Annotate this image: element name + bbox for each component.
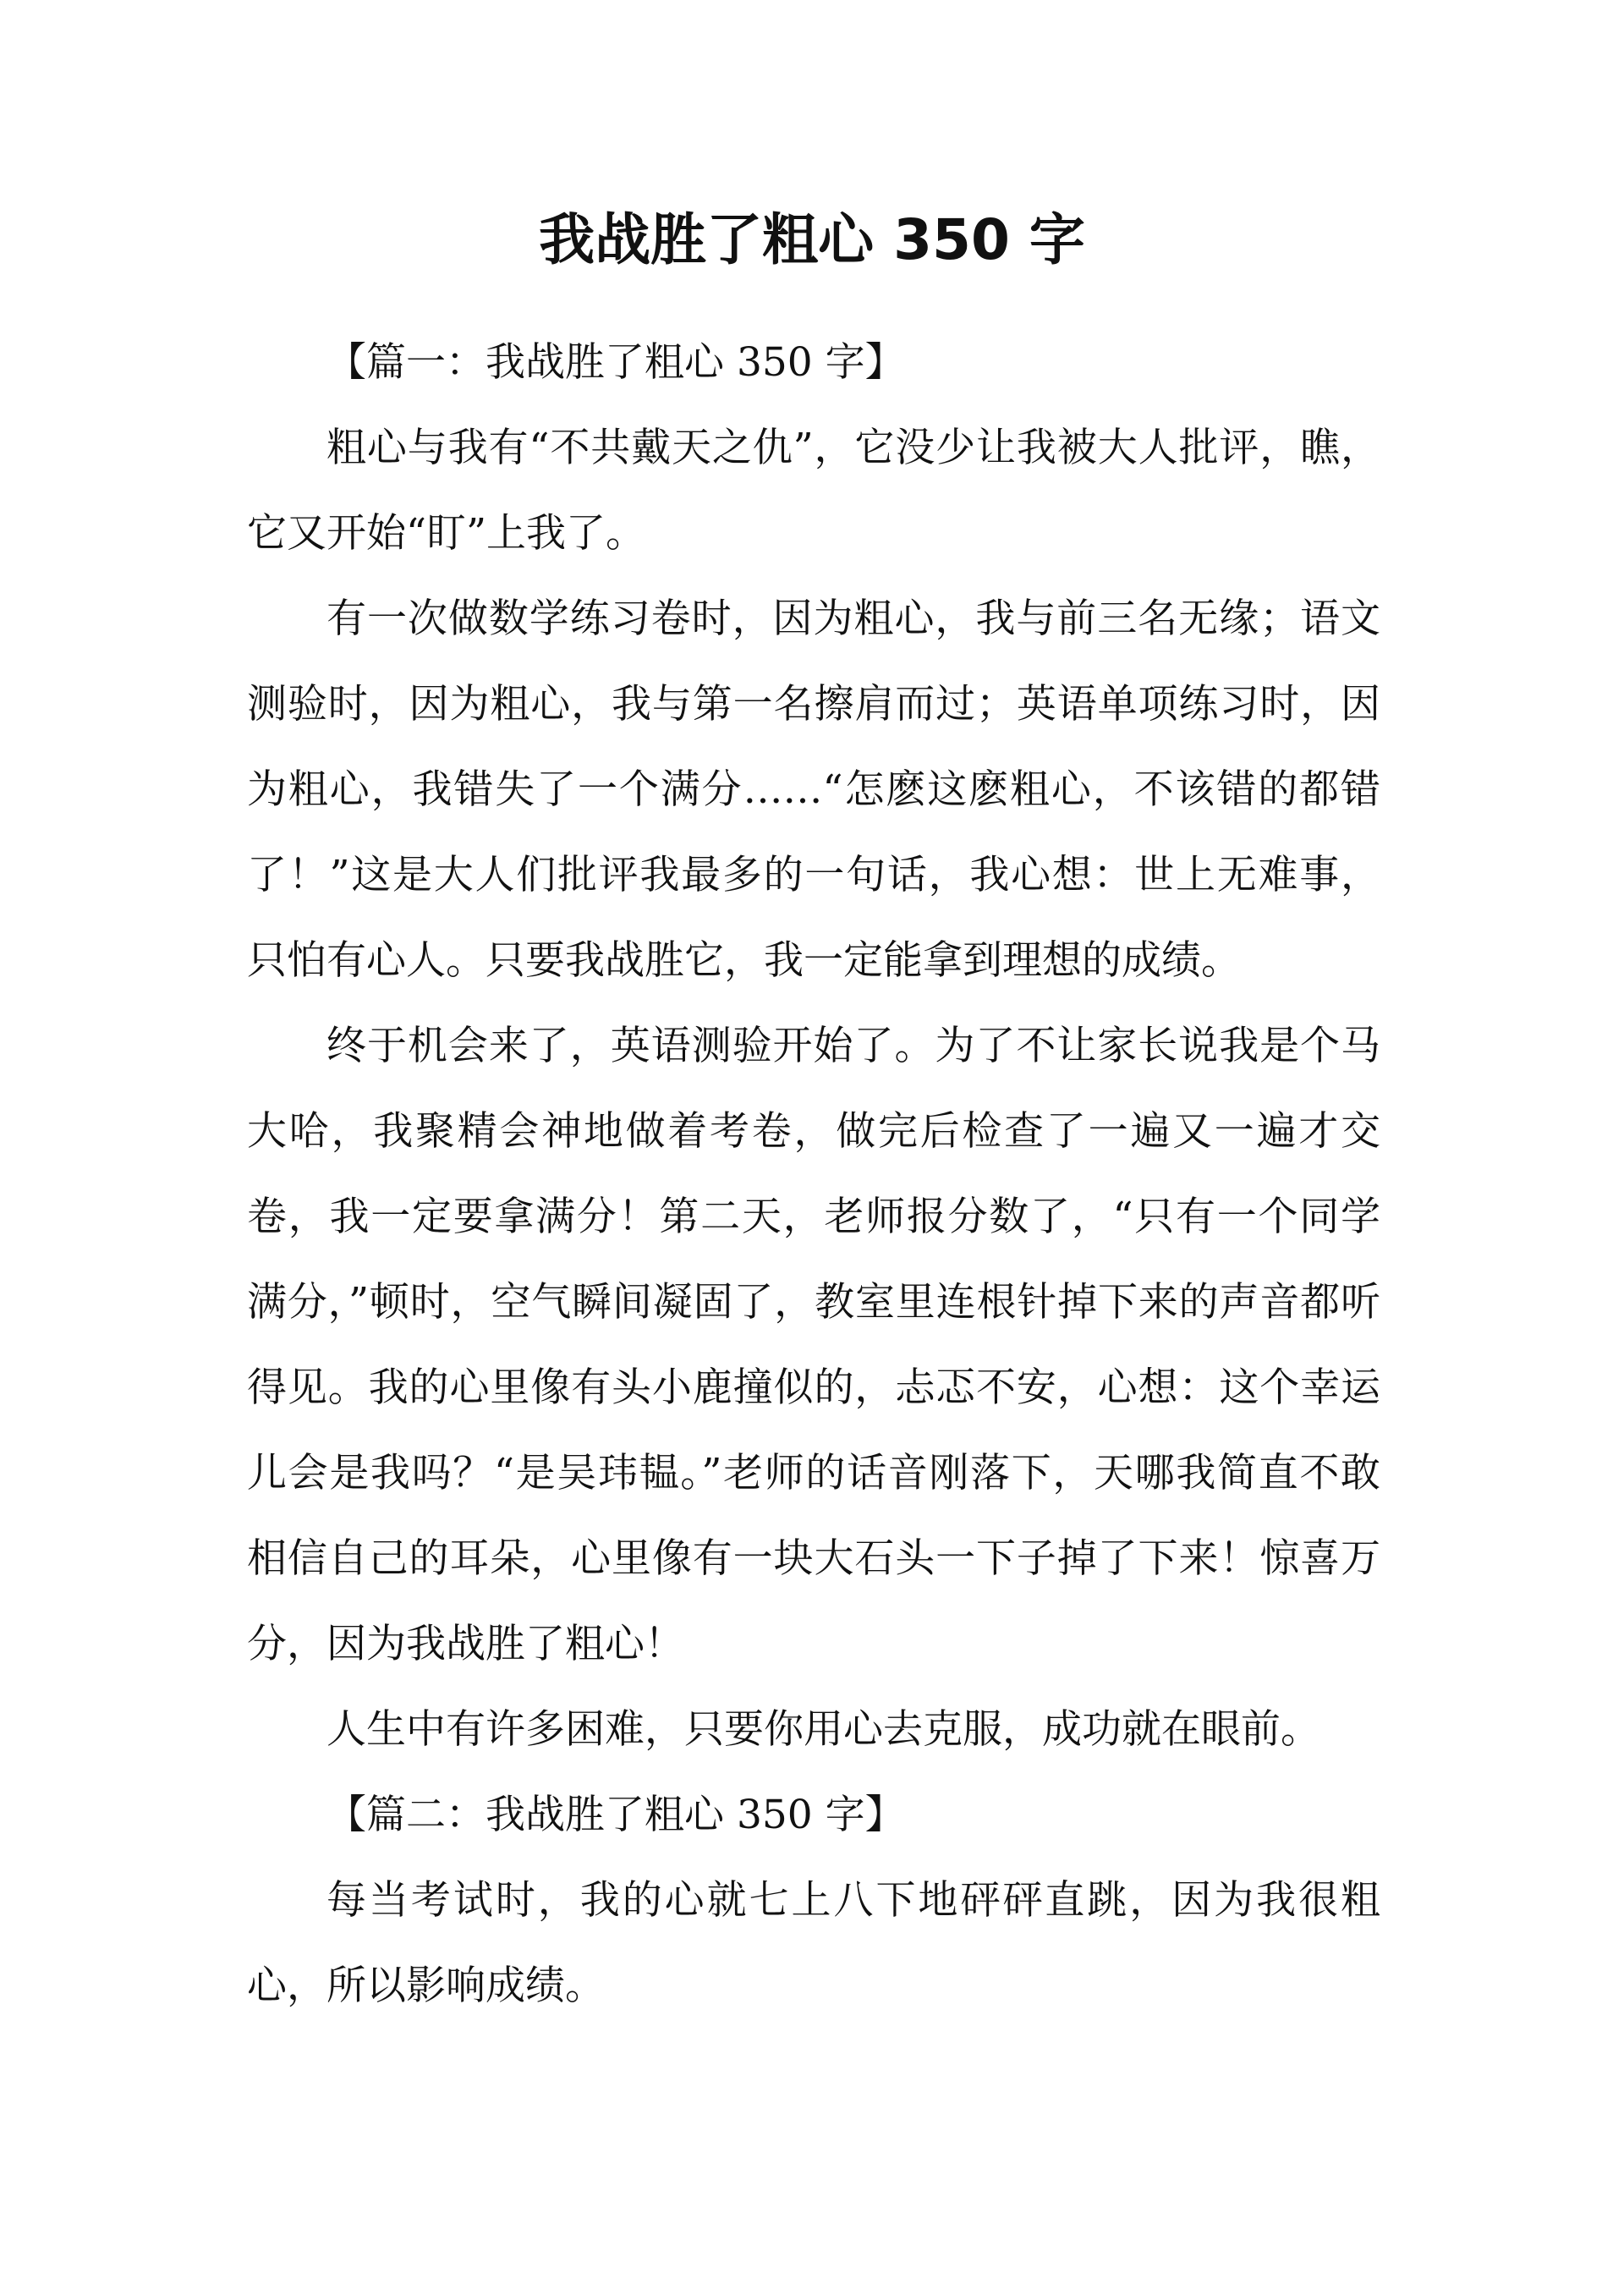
paragraph: 终于机会来了，英语测验开始了。为了不让家长说我是个马大哈，我聚精会神地做着考卷，做完后检查了一遍又一遍才交卷，我一定要拿满分！第二天，老师报分数了，“只有一个同学满分，”顿时，空气瞬间凝固了，教室里连根针掉下来的声音都听得见。我的心里像有头小鹿撞似的，忐忑不安，心想：这个幸运儿会是我吗？“是吴玮韫。”老师的话音刚落下，天哪我简直不敢相信自己的耳朵，心里像有一块大石头一下子掉了下来！惊喜万分，因为我战胜了粗心！ xyxy=(247,1023,1380,1667)
paragraph: 每当考试时，我的心就七上八下地砰砰直跳，因为我很粗心，所以影响成绩。 xyxy=(247,1877,1380,2009)
section-heading: 【篇二：我战胜了粗心 350 字】 xyxy=(326,1792,905,1838)
paragraph: 有一次做数学练习卷时，因为粗心，我与前三名无缘；语文测验时，因为粗心，我与第一名擦肩而过；英语单项练习时，因为粗心，我错失了一个满分……“怎麽这麽粗心，不该错的都错了！”这是大人们批评我最多的一句话，我心想：世上无难事，只怕有心人。只要我战胜它，我一定能拿到理想的成绩。 xyxy=(247,596,1380,984)
paragraph: 人生中有许多困难，只要你用心去克服，成功就在眼前。 xyxy=(326,1706,1320,1753)
paragraph: 粗心与我有“不共戴天之仇”，它没少让我被大人批评，瞧，它又开始“盯”上我了。 xyxy=(247,425,1380,557)
section-heading: 【篇一：我战胜了粗心 350 字】 xyxy=(326,339,905,386)
document-title: 我战胜了粗心 350 字 xyxy=(539,207,1085,272)
document-body xyxy=(247,320,1380,2029)
